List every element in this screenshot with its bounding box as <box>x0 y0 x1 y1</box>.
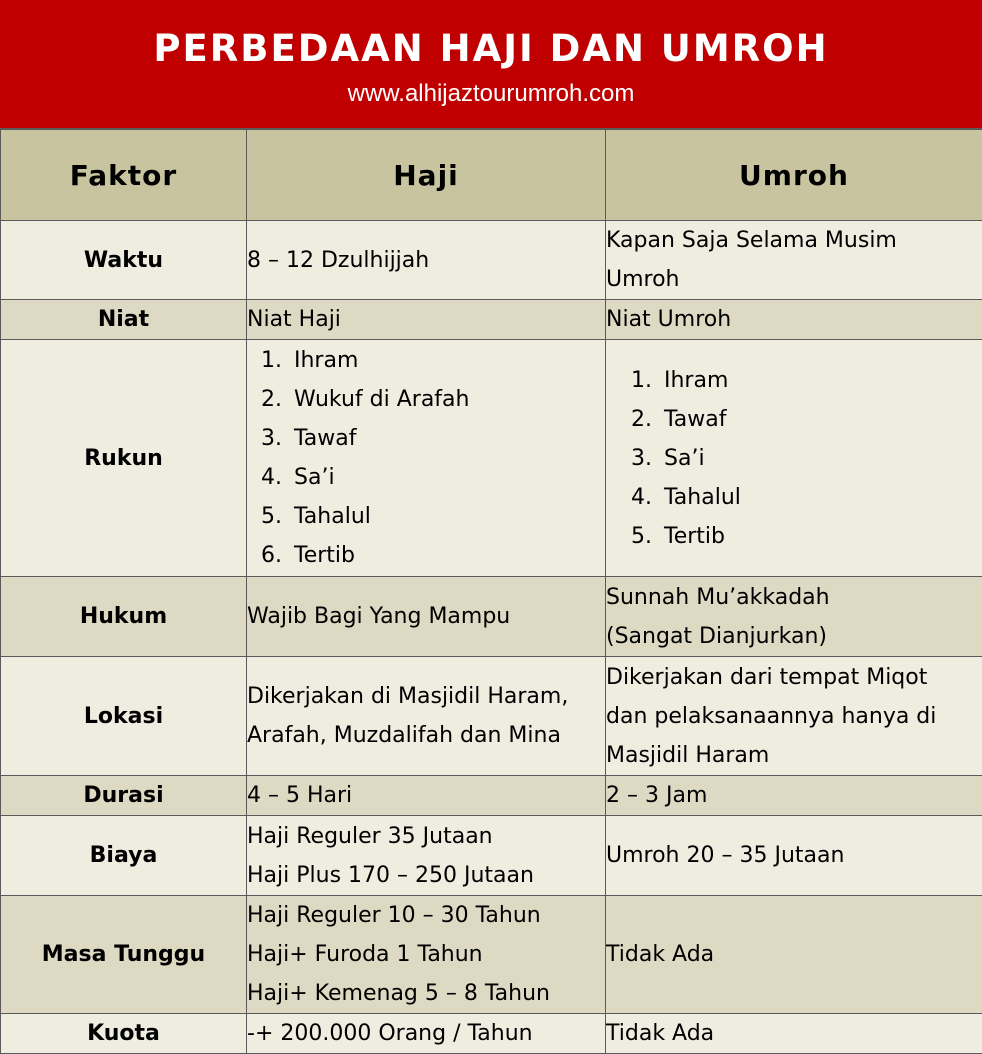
umroh-rukun-list <box>617 361 982 556</box>
list-item <box>247 536 605 575</box>
umroh-lokasi-line-1: Dikerjakan dari tempat Miqot <box>606 658 982 697</box>
list-number: 2. <box>247 380 282 419</box>
website-url: www.alhijaztourumroh.com <box>0 78 982 110</box>
umroh-kuota-text: Tidak Ada <box>606 1014 982 1053</box>
haji-lokasi-line-1: Dikerjakan di Masjidil Haram, <box>247 677 605 716</box>
list-text: Tertib <box>282 536 355 575</box>
table-row <box>1 577 982 657</box>
haji-niat-text: Niat Haji <box>247 300 605 339</box>
row-label-waktu: Waktu <box>1 221 247 300</box>
haji-rukun-list <box>247 341 605 575</box>
list-item <box>617 517 982 556</box>
list-item <box>617 439 982 478</box>
list-text: Tawaf <box>652 400 727 439</box>
list-number: 1. <box>617 361 652 400</box>
table-row <box>1 657 982 776</box>
umroh-niat-cell <box>606 300 982 340</box>
row-label-kuota: Kuota <box>1 1014 247 1054</box>
list-text: Ihram <box>282 341 358 380</box>
umroh-lokasi-cell <box>606 657 982 776</box>
haji-masa-tunggu-line-3: Haji+ Kemenag 5 – 8 Tahun <box>247 974 605 1013</box>
haji-lokasi-line-2: Arafah, Muzdalifah dan Mina <box>247 716 605 755</box>
umroh-durasi-text: 2 – 3 Jam <box>606 776 982 815</box>
umroh-biaya-cell <box>606 816 982 896</box>
haji-hukum-text: Wajib Bagi Yang Mampu <box>247 597 605 636</box>
title-banner <box>0 0 982 129</box>
list-number: 1. <box>247 341 282 380</box>
row-label-lokasi: Lokasi <box>1 657 247 776</box>
list-text: Sa’i <box>282 458 335 497</box>
table-row <box>1 300 982 340</box>
page-title: PERBEDAAN HAJI DAN UMROH <box>0 24 982 74</box>
haji-biaya-line-1: Haji Reguler 35 Jutaan <box>247 817 605 856</box>
table-row <box>1 340 982 577</box>
table-row <box>1 816 982 896</box>
list-number: 5. <box>247 497 282 536</box>
list-item <box>617 478 982 517</box>
row-label-durasi: Durasi <box>1 776 247 816</box>
umroh-hukum-line-1: Sunnah Mu’akkadah <box>606 578 982 617</box>
umroh-biaya-text: Umroh 20 – 35 Jutaan <box>606 836 982 875</box>
umroh-lokasi-line-2: dan pelaksanaannya hanya di <box>606 697 982 736</box>
table-header-row <box>1 130 982 221</box>
umroh-rukun-cell <box>606 340 982 577</box>
list-item <box>617 400 982 439</box>
haji-niat-cell <box>247 300 606 340</box>
umroh-waktu-cell <box>606 221 982 300</box>
list-text: Tertib <box>652 517 725 556</box>
list-number: 6. <box>247 536 282 575</box>
list-item <box>247 458 605 497</box>
haji-biaya-cell <box>247 816 606 896</box>
table-row <box>1 221 982 300</box>
table-row <box>1 896 982 1014</box>
list-item <box>247 419 605 458</box>
umroh-masa-tunggu-cell <box>606 896 982 1014</box>
umroh-niat-text: Niat Umroh <box>606 300 982 339</box>
list-item <box>247 380 605 419</box>
list-number: 3. <box>617 439 652 478</box>
list-number: 4. <box>247 458 282 497</box>
list-text: Wukuf di Arafah <box>282 380 469 419</box>
table-row <box>1 776 982 816</box>
list-number: 2. <box>617 400 652 439</box>
haji-kuota-cell <box>247 1014 606 1054</box>
umroh-waktu-line-1: Kapan Saja Selama Musim <box>606 221 982 260</box>
row-label-niat: Niat <box>1 300 247 340</box>
haji-waktu-text: 8 – 12 Dzulhijjah <box>247 241 605 280</box>
list-text: Sa’i <box>652 439 705 478</box>
row-label-hukum: Hukum <box>1 577 247 657</box>
haji-masa-tunggu-line-1: Haji Reguler 10 – 30 Tahun <box>247 896 605 935</box>
list-text: Ihram <box>652 361 728 400</box>
column-header-umroh: Umroh <box>606 130 982 221</box>
umroh-hukum-line-2: (Sangat Dianjurkan) <box>606 617 982 656</box>
haji-biaya-line-2: Haji Plus 170 – 250 Jutaan <box>247 856 605 895</box>
row-label-biaya: Biaya <box>1 816 247 896</box>
comparison-table <box>0 129 982 1054</box>
list-item <box>247 497 605 536</box>
list-text: Tahalul <box>652 478 741 517</box>
haji-rukun-cell <box>247 340 606 577</box>
umroh-durasi-cell <box>606 776 982 816</box>
umroh-lokasi-line-3: Masjidil Haram <box>606 736 982 775</box>
list-item <box>617 361 982 400</box>
list-number: 5. <box>617 517 652 556</box>
list-number: 3. <box>247 419 282 458</box>
haji-hukum-cell <box>247 577 606 657</box>
haji-waktu-cell <box>247 221 606 300</box>
column-header-haji: Haji <box>247 130 606 221</box>
list-text: Tahalul <box>282 497 371 536</box>
haji-durasi-cell <box>247 776 606 816</box>
haji-masa-tunggu-line-2: Haji+ Furoda 1 Tahun <box>247 935 605 974</box>
column-header-faktor: Faktor <box>1 130 247 221</box>
table-row <box>1 1014 982 1054</box>
umroh-waktu-line-2: Umroh <box>606 260 982 299</box>
row-label-masa-tunggu: Masa Tunggu <box>1 896 247 1014</box>
umroh-kuota-cell <box>606 1014 982 1054</box>
haji-durasi-text: 4 – 5 Hari <box>247 776 605 815</box>
haji-lokasi-cell <box>247 657 606 776</box>
row-label-rukun: Rukun <box>1 340 247 577</box>
list-text: Tawaf <box>282 419 357 458</box>
list-number: 4. <box>617 478 652 517</box>
haji-masa-tunggu-cell <box>247 896 606 1014</box>
haji-kuota-text: -+ 200.000 Orang / Tahun <box>247 1014 605 1053</box>
umroh-masa-tunggu-text: Tidak Ada <box>606 935 982 974</box>
list-item <box>247 341 605 380</box>
umroh-hukum-cell <box>606 577 982 657</box>
